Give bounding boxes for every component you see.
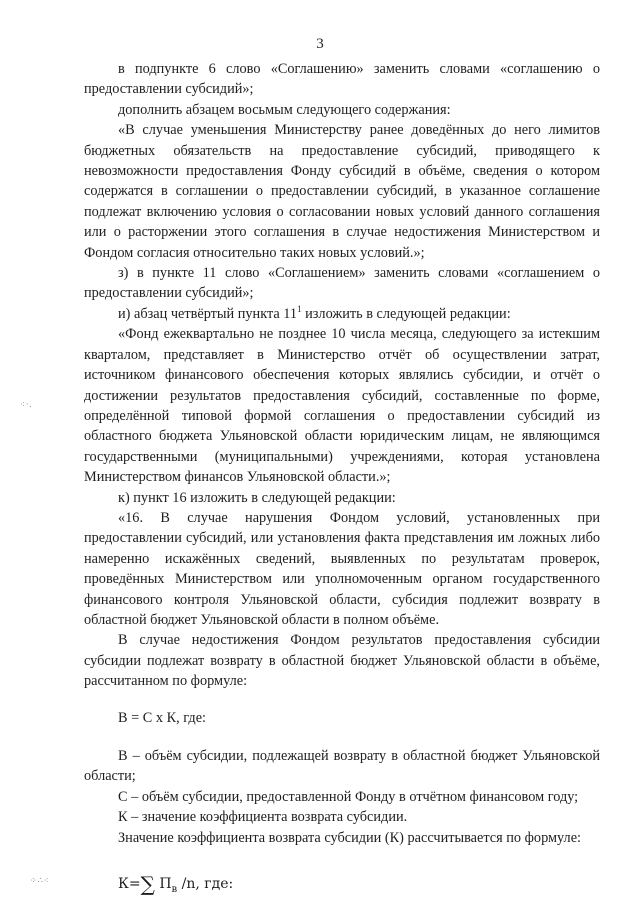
item-i-text: и) абзац четвёртый пункта 11 [118, 305, 298, 322]
scan-speckle: ⁘∴⁖ [30, 876, 50, 885]
definition: В – объём субсидии, подлежащей возврату в областной бюджет Ульяновской области; [84, 748, 600, 785]
formula-k [84, 874, 600, 900]
formula-k-subscript: в [171, 883, 178, 895]
scan-speckle: ⁖·. [20, 400, 33, 409]
formula-k-lhs: К= [118, 876, 141, 893]
sum-symbol: ∑ [140, 872, 155, 897]
definition: С – объём субсидии, предоставленной Фонду в отчётном финансовом году; [118, 788, 579, 805]
paragraph: В случае недостижения Фондом результатов предоставления субсидии субсидии подлежат возврату в областной бюджет Ульяновской области в объёме, рассчитанном по формуле: [84, 632, 600, 690]
item-i-text-end: изложить в следующей редакции: [301, 305, 511, 322]
paragraph-item-i [84, 304, 600, 324]
paragraph: к) пункт 16 изложить в следующей редакции: [118, 489, 396, 506]
paragraph: з) в пункте 11 слово «Соглашением» заменить словами «соглашением о предоставлении субсидий»; [84, 265, 600, 302]
paragraph: дополнить абзацем восьмым следующего содержания: [118, 101, 451, 118]
item-i-superscript: 1 [297, 304, 302, 315]
page-number: 3 [316, 36, 324, 52]
document-body [84, 59, 600, 900]
paragraph: в подпункте 6 слово «Соглашению» заменить словами «соглашению о предоставлении субсидий»; [84, 61, 600, 98]
paragraph: «В случае уменьшения Министерству ранее доведённых до него лимитов бюджетных обязательств на предоставление субсидий, приводящего к невозможности предоставления Фонду субсидий в объёме, сведения о котором содержатся в соглашении о предоставлении субсидий, в указанное соглашение подлежат включению условия о согласовании новых условий данного соглашения или о расторжении этого соглашения в случае недостижения Министерством и Фондом согласия относительно таких новых условий.»; [84, 122, 600, 261]
paragraph: «16. В случае нарушения Фондом условий, установленных при предоставлении субсидий, или установления факта представления им ложных либо намеренно искажённых сведений, выявленных по результатам проверок, проведённых Министерством или уполномоченным органом государственного финансового контроля Ульяновской области, субсидия подлежит возврату в областной бюджет Ульяновской области в полном объёме. [84, 509, 600, 628]
formula-k-rest: /n, где: [181, 876, 234, 893]
definition: К – значение коэффициента возврата субсидии. [118, 809, 408, 826]
formula-k-var: П [159, 876, 172, 893]
paragraph: «Фонд ежеквартально не позднее 10 числа месяца, следующего за истекшим кварталом, представляет в Министерство отчёт об осуществлении затрат, источником финансового обеспечения которых являлись субсидии, и отчёт о достижении результатов предоставления субсидий, составленные по форме, определённой типовой формой соглашения о предоставлении субсидий из областного бюджета Ульяновской области юридическим лицам, не являющимся государственными (муниципальными) учреждениями, которая установлена Министерством финансов Ульяновской области.»; [84, 326, 600, 486]
paragraph: Значение коэффициента возврата субсидии (К) рассчитывается по формуле: [118, 829, 582, 846]
formula-b: В = С х К, где: [118, 709, 207, 726]
